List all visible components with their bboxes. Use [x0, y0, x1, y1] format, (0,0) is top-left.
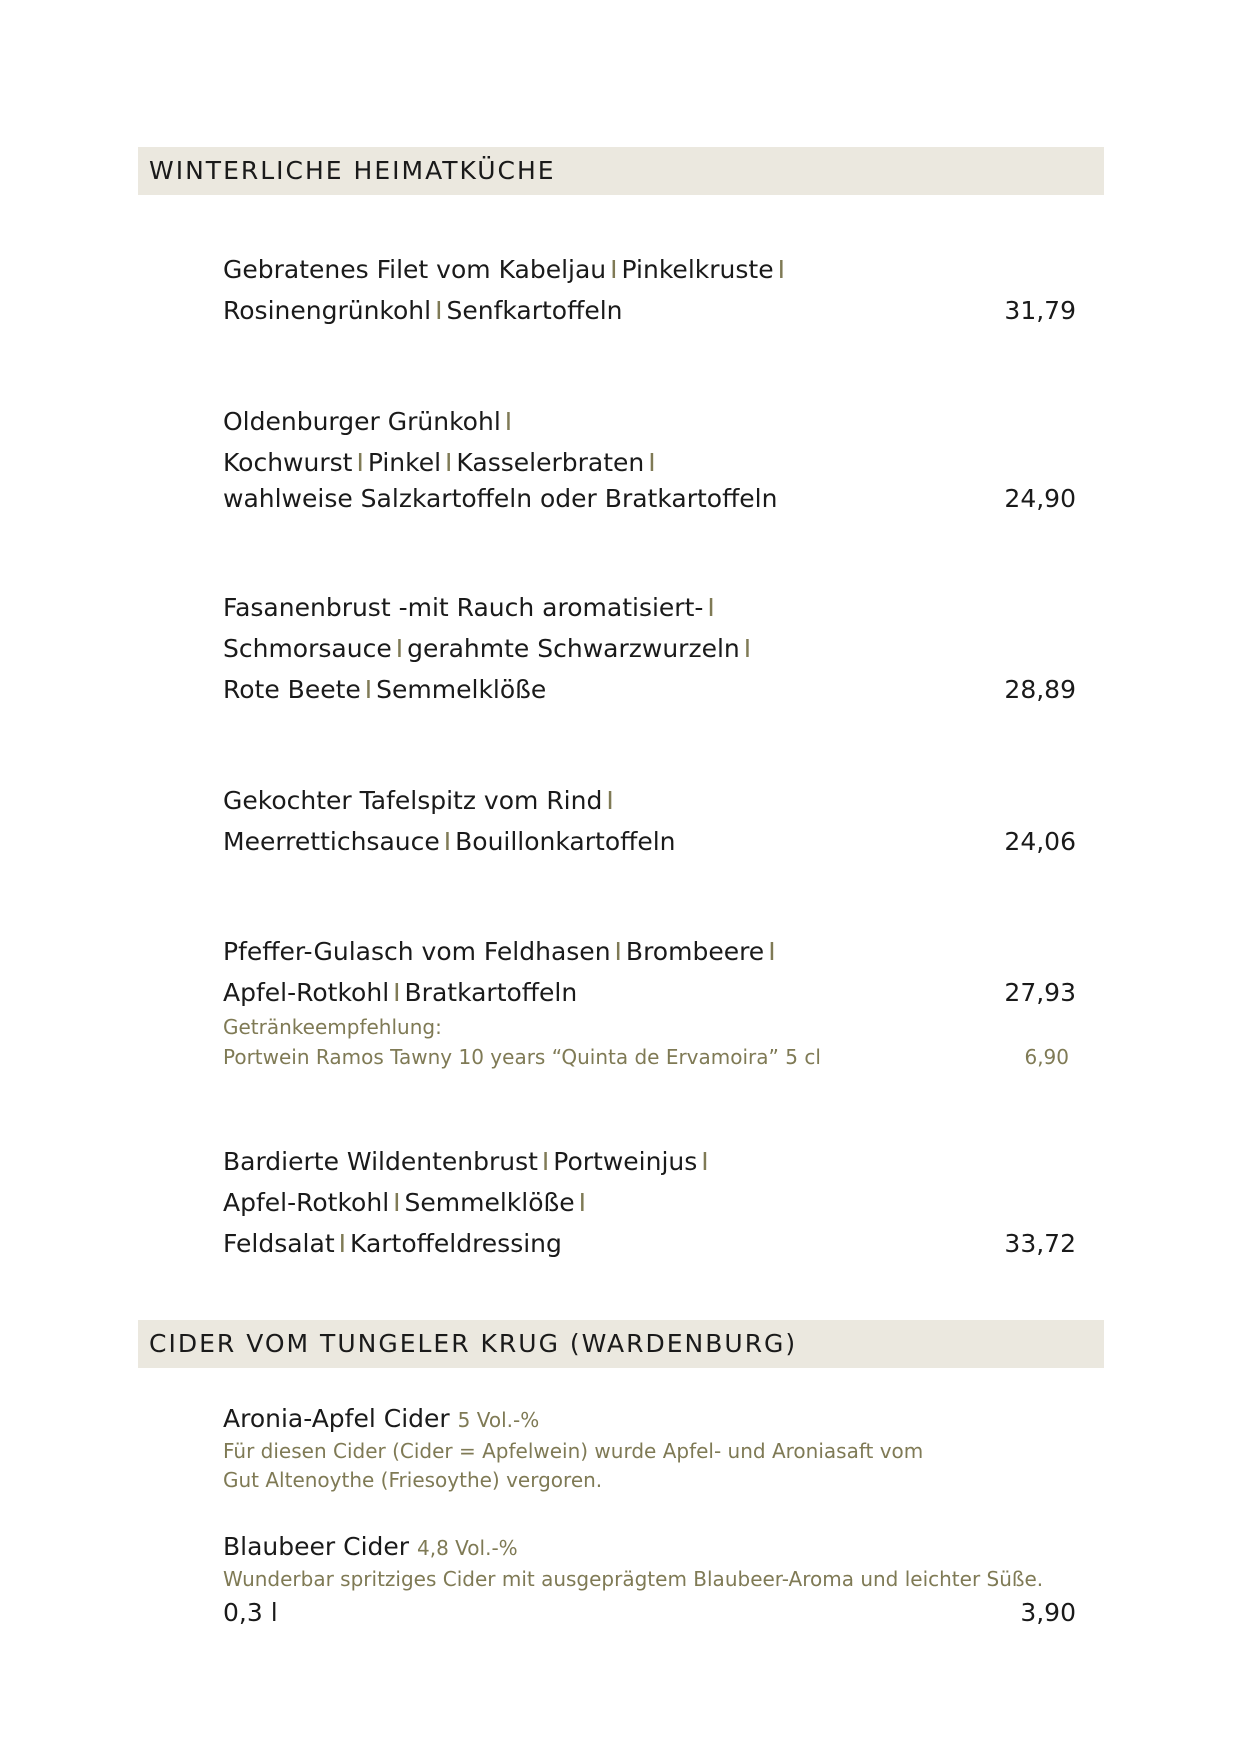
cider-volume: 4,8 Vol.-% [417, 1536, 518, 1560]
separator: I [610, 255, 618, 284]
cider-size: 0,3 l [223, 1598, 278, 1627]
dish-line: Oldenburger Grünkohl I [223, 407, 513, 436]
separator: I [364, 675, 373, 704]
separator: I [443, 827, 452, 856]
section-header-cider [138, 1320, 1104, 1368]
cider-price: 3,90 [1020, 1598, 1076, 1627]
dish-price: 24,90 [1004, 484, 1076, 513]
dish-line: Apfel-Rotkohl I Bratkartoffeln [223, 978, 578, 1007]
dish-line: Gekochter Tafelspitz vom Rind I [223, 786, 614, 815]
separator: I [541, 1147, 550, 1176]
separator: I [614, 937, 622, 966]
separator: I [648, 448, 656, 477]
section-title: WINTERLICHE HEIMATKÜCHE [149, 156, 556, 185]
dish-line: Gebratenes Filet vom Kabeljau I Pinkelkruste I [223, 255, 785, 284]
dish-line: Meerrettichsauce I Bouillonkartoffeln [223, 827, 676, 856]
separator: I [707, 593, 715, 622]
cider-description: Wunderbar spritziges Cider mit ausgeprägtem Blaubeer-Aroma und leichter Süße. [223, 1567, 1044, 1591]
dish-line: Apfel-Rotkohl I Semmelklöße I [223, 1188, 587, 1217]
dish-line: Feldsalat I Kartoffeldressing [223, 1229, 562, 1258]
separator: I [395, 634, 404, 663]
separator: I [606, 786, 614, 815]
dish-price: 24,06 [1004, 827, 1076, 856]
dish-line: Pfeffer-Gulasch vom Feldhasen I Brombeere I [223, 937, 776, 966]
cider-description: Gut Altenoythe (Friesoythe) vergoren. [223, 1468, 603, 1492]
separator: I [504, 407, 513, 436]
separator: I [393, 978, 401, 1007]
dish-line: Fasanenbrust -mit Rauch aromatisiert- I [223, 593, 715, 622]
drink-recommendation-label: Getränkeempfehlung: [223, 1015, 442, 1039]
separator: I [435, 296, 443, 325]
dish-line: Schmorsauce I gerahmte Schwarzwurzeln I [223, 634, 752, 663]
section-title: CIDER VOM TUNGELER KRUG (WARDENBURG) [149, 1329, 798, 1358]
dish-price: 31,79 [1004, 296, 1076, 325]
separator: I [356, 448, 364, 477]
separator: I [777, 255, 785, 284]
separator: I [578, 1188, 587, 1217]
dish-line: Kochwurst I Pinkel I Kasselerbraten I [223, 448, 656, 477]
dish-line: Rote Beete I Semmelklöße [223, 675, 547, 704]
separator: I [768, 937, 776, 966]
separator: I [393, 1188, 401, 1217]
cider-name-line: Aronia-Apfel Cider 5 Vol.-% [223, 1404, 540, 1433]
cider-description: Für diesen Cider (Cider = Apfelwein) wurde Apfel- und Aroniasaft vom [223, 1439, 924, 1463]
dish-line: Rosinengrünkohl I Senfkartoffeln [223, 296, 623, 325]
separator: I [338, 1229, 346, 1258]
drink-recommendation-price: 6,90 [1024, 1045, 1069, 1069]
drink-recommendation-text: Portwein Ramos Tawny 10 years “Quinta de Ervamoira” 5 cl [223, 1045, 821, 1069]
separator: I [743, 634, 752, 663]
cider-name-line: Blaubeer Cider 4,8 Vol.-% [223, 1532, 518, 1561]
dish-line: wahlweise Salzkartoffeln oder Bratkartoffeln [223, 484, 778, 513]
cider-volume: 5 Vol.-% [457, 1408, 540, 1432]
dish-price: 33,72 [1004, 1229, 1076, 1258]
dish-price: 28,89 [1004, 675, 1076, 704]
dish-line: Bardierte Wildentenbrust I Portweinjus I [223, 1147, 709, 1176]
section-header-winter [138, 147, 1104, 195]
separator: I [445, 448, 453, 477]
separator: I [701, 1147, 709, 1176]
dish-price: 27,93 [1004, 978, 1076, 1007]
